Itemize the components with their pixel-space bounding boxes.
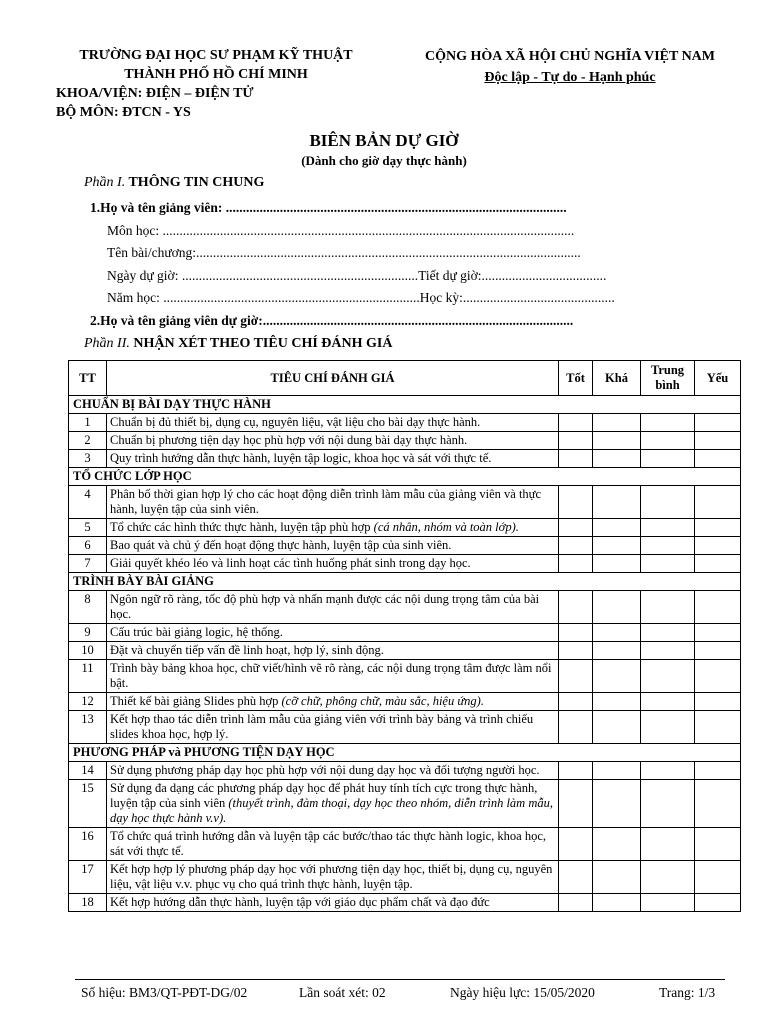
university-name-line2: THÀNH PHỐ HỒ CHÍ MINH: [124, 67, 308, 82]
rating-cell-good[interactable]: [559, 642, 593, 660]
rating-cell-weak[interactable]: [695, 642, 741, 660]
rating-cell-good[interactable]: [559, 486, 593, 519]
criterion-number: 12: [69, 693, 107, 711]
rating-cell-fair[interactable]: [593, 432, 641, 450]
criterion-text: [107, 450, 559, 468]
rating-cell-fair[interactable]: [593, 660, 641, 693]
rating-cell-fair[interactable]: [593, 780, 641, 828]
university-name-line1: TRƯỜNG ĐẠI HỌC SƯ PHẠM KỸ THUẬT: [79, 48, 353, 63]
rating-cell-average[interactable]: [641, 555, 695, 573]
criterion-number: 5: [69, 519, 107, 537]
criterion-number: 11: [69, 660, 107, 693]
section-row: [69, 744, 741, 762]
rating-cell-average[interactable]: [641, 660, 695, 693]
rating-cell-weak[interactable]: [695, 861, 741, 894]
rating-cell-good[interactable]: [559, 660, 593, 693]
rating-cell-average[interactable]: [641, 591, 695, 624]
criterion-text: [107, 537, 559, 555]
rating-cell-average[interactable]: [641, 894, 695, 912]
criterion-main-text: Giải quyết khéo léo và linh hoạt các tình huống phát sinh trong dạy học.: [110, 556, 471, 570]
criterion-number: 1: [69, 414, 107, 432]
criterion-text: [107, 519, 559, 537]
rating-cell-good[interactable]: [559, 519, 593, 537]
part1-title: THÔNG TIN CHUNG: [128, 175, 265, 190]
rating-cell-fair[interactable]: [593, 486, 641, 519]
rating-cell-average[interactable]: [641, 780, 695, 828]
rating-cell-good[interactable]: [559, 537, 593, 555]
rating-cell-weak[interactable]: [695, 780, 741, 828]
rating-cell-weak[interactable]: [695, 486, 741, 519]
col-fair: Khá: [593, 361, 641, 396]
section-title: PHƯƠNG PHÁP và PHƯƠNG TIỆN DẠY HỌC: [69, 744, 741, 762]
rating-cell-weak[interactable]: [695, 693, 741, 711]
table-row: [69, 486, 741, 519]
part1-heading: [84, 175, 264, 191]
rating-cell-average[interactable]: [641, 450, 695, 468]
subject-field[interactable]: Môn học: ..........................................................................................................................: [107, 223, 575, 238]
criterion-text: [107, 642, 559, 660]
criterion-number: 18: [69, 894, 107, 912]
observer-name-field[interactable]: 2.Họ và tên giảng viên dự giờ:............................................................................................: [90, 313, 574, 328]
form-code: Số hiệu: BM3/QT-PĐT-DG/02: [81, 985, 248, 1000]
criterion-main-text: Quy trình hướng dẫn thực hành, luyện tập logic, khoa học và sát với thực tế.: [110, 451, 492, 465]
observation-date-field[interactable]: Ngày dự giờ: ......................................................................Tiết dự giờ:.....................................: [107, 268, 607, 283]
table-body: [69, 396, 741, 912]
criterion-main-text: Chuẩn bị phương tiện dạy học phù hợp với nội dung bài dạy thực hành.: [110, 433, 468, 447]
effective-date: Ngày hiệu lực: 15/05/2020: [450, 985, 595, 1000]
lesson-field[interactable]: Tên bài/chương:..................................................................................................................: [107, 245, 581, 260]
page-number: Trang: 1/3: [659, 985, 716, 1000]
section-title: CHUẨN BỊ BÀI DẠY THỰC HÀNH: [69, 396, 741, 414]
republic-title: CỘNG HÒA XÃ HỘI CHỦ NGHĨA VIỆT NAM: [424, 49, 715, 64]
rating-cell-fair[interactable]: [593, 450, 641, 468]
criterion-text: [107, 486, 559, 519]
table-row: [69, 642, 741, 660]
rating-cell-average[interactable]: [641, 762, 695, 780]
rating-cell-good[interactable]: [559, 450, 593, 468]
rating-cell-average[interactable]: [641, 486, 695, 519]
rating-cell-average[interactable]: [641, 537, 695, 555]
rating-cell-fair[interactable]: [593, 693, 641, 711]
section-title: TỔ CHỨC LỚP HỌC: [69, 468, 741, 486]
footer-divider: [75, 979, 725, 980]
criterion-note: (thuyết trình, đàm thoại, dạy học theo nhóm, diễn trình làm mẫu, dạy học thực hành v.v).: [110, 796, 553, 825]
rating-cell-weak[interactable]: [695, 432, 741, 450]
criterion-number: 17: [69, 861, 107, 894]
rating-cell-good[interactable]: [559, 828, 593, 861]
rating-cell-fair[interactable]: [593, 537, 641, 555]
criterion-main-text: Phân bố thời gian hợp lý cho các hoạt động diễn trình làm mẫu của giảng viên và thực hành, luyện tập của sinh viên.: [110, 487, 541, 516]
part2-title: NHẬN XÉT THEO TIÊU CHÍ ĐÁNH GIÁ: [133, 336, 393, 351]
rating-cell-good[interactable]: [559, 432, 593, 450]
criterion-number: 2: [69, 432, 107, 450]
rating-cell-average[interactable]: [641, 861, 695, 894]
criterion-main-text: Tổ chức các hình thức thực hành, luyện tập phù hợp: [110, 520, 374, 534]
table-row: [69, 894, 741, 912]
criterion-main-text: Bao quát và chủ ý đến hoạt động thực hành, luyện tập của sinh viên.: [110, 538, 452, 552]
national-header: [405, 46, 735, 88]
rating-cell-fair[interactable]: [593, 828, 641, 861]
rating-cell-good[interactable]: [559, 624, 593, 642]
rating-cell-weak[interactable]: [695, 711, 741, 744]
rating-cell-fair[interactable]: [593, 762, 641, 780]
rating-cell-fair[interactable]: [593, 711, 641, 744]
table-row: [69, 861, 741, 894]
section-row: [69, 573, 741, 591]
criterion-main-text: Chuẩn bị đủ thiết bị, dụng cụ, nguyên liệu, vật liệu cho bài dạy thực hành.: [110, 415, 481, 429]
rating-cell-weak[interactable]: [695, 660, 741, 693]
rating-cell-weak[interactable]: [695, 555, 741, 573]
criterion-text: [107, 660, 559, 693]
criterion-main-text: Cấu trúc bài giảng logic, hệ thống.: [110, 625, 283, 639]
rating-cell-weak[interactable]: [695, 591, 741, 624]
criterion-text: [107, 828, 559, 861]
national-motto: Độc lập - Tự do - Hạnh phúc: [484, 70, 656, 85]
col-average: Trung bình: [641, 361, 695, 396]
rating-cell-weak[interactable]: [695, 519, 741, 537]
rating-cell-average[interactable]: [641, 414, 695, 432]
criterion-main-text: Thiết kế bài giảng Slides phù hợp: [110, 694, 282, 708]
rating-cell-good[interactable]: [559, 894, 593, 912]
table-row: [69, 660, 741, 693]
table-row: [69, 711, 741, 744]
rating-cell-fair[interactable]: [593, 555, 641, 573]
criterion-number: 8: [69, 591, 107, 624]
criterion-main-text: Sử dụng đa dạng các phương pháp dạy học để phát huy tính tích cực trong thực hành, luyện tập của sinh viên: [110, 781, 538, 810]
criterion-main-text: Tổ chức quá trình hướng dẫn và luyện tập các bước/thao tác thực hành logic, khoa học, sát với thực tế.: [110, 829, 547, 858]
rating-cell-average[interactable]: [641, 624, 695, 642]
criterion-text: [107, 711, 559, 744]
criterion-text: [107, 624, 559, 642]
criterion-text: [107, 555, 559, 573]
rating-cell-fair[interactable]: [593, 642, 641, 660]
criterion-main-text: Trình bày bảng khoa học, chữ viết/hình vẽ rõ ràng, các nội dung trọng tâm được làm nổi bật.: [110, 661, 552, 690]
rating-cell-average[interactable]: [641, 693, 695, 711]
criterion-text: [107, 414, 559, 432]
criterion-main-text: Kết hợp thao tác diễn trình làm mẫu của giảng viên với trình bày bảng và trình chiếu slides khoa học, hợp lý.: [110, 712, 534, 741]
criterion-text: [107, 432, 559, 450]
criterion-main-text: Đặt và chuyển tiếp vấn đề linh hoạt, hợp lý, sinh động.: [110, 643, 384, 657]
rating-cell-average[interactable]: [641, 519, 695, 537]
criterion-number: 6: [69, 537, 107, 555]
rating-cell-fair[interactable]: [593, 519, 641, 537]
rating-cell-weak[interactable]: [695, 762, 741, 780]
criterion-note: (cá nhân, nhóm và toàn lớp).: [373, 520, 519, 534]
rating-cell-average[interactable]: [641, 828, 695, 861]
table-row: [69, 414, 741, 432]
rating-cell-fair[interactable]: [593, 861, 641, 894]
institution-header: [56, 46, 376, 122]
criterion-main-text: Kết hợp hợp lý phương pháp dạy học với phương tiện dạy học, thiết bị, dụng cụ, nguyên liệu, vật liệu v.v. phục vụ cho quá trình thực hành, luyện tập.: [110, 862, 553, 891]
criterion-number: 16: [69, 828, 107, 861]
col-criteria: TIÊU CHÍ ĐÁNH GIÁ: [107, 361, 559, 396]
criterion-text: [107, 591, 559, 624]
part1-prefix: Phần I.: [84, 175, 126, 190]
criterion-number: 7: [69, 555, 107, 573]
table-row: [69, 780, 741, 828]
criterion-number: 10: [69, 642, 107, 660]
criterion-text: [107, 894, 559, 912]
rating-cell-fair[interactable]: [593, 624, 641, 642]
rating-cell-good[interactable]: [559, 762, 593, 780]
rating-cell-good[interactable]: [559, 780, 593, 828]
rating-cell-good[interactable]: [559, 555, 593, 573]
rating-cell-weak[interactable]: [695, 894, 741, 912]
criterion-main-text: Sử dụng phương pháp dạy học phù hợp với nội dung dạy học và đối tượng người học.: [110, 763, 540, 777]
criterion-number: 3: [69, 450, 107, 468]
table-row: [69, 519, 741, 537]
table-row: [69, 555, 741, 573]
rating-cell-fair[interactable]: [593, 414, 641, 432]
faculty-label: KHOA/VIỆN: ĐIỆN – ĐIỆN TỬ: [56, 86, 254, 101]
col-tt: TT: [69, 361, 107, 396]
school-year-field[interactable]: Năm học: ............................................................................Học kỳ:.............................................: [107, 290, 615, 305]
table-row: [69, 693, 741, 711]
table-row: [69, 591, 741, 624]
table-row: [69, 537, 741, 555]
table-header-row: [69, 361, 741, 396]
rating-cell-average[interactable]: [641, 711, 695, 744]
document-subtitle: (Dành cho giờ dạy thực hành): [301, 153, 467, 168]
department-label: BỘ MÔN: ĐTCN - YS: [56, 105, 191, 120]
rating-cell-good[interactable]: [559, 711, 593, 744]
table-row: [69, 762, 741, 780]
rating-cell-weak[interactable]: [695, 537, 741, 555]
rating-cell-weak[interactable]: [695, 624, 741, 642]
teacher-name-field[interactable]: 1.Họ và tên giảng viên: .....................................................................................................: [90, 200, 567, 215]
criterion-number: 15: [69, 780, 107, 828]
rating-cell-fair[interactable]: [593, 591, 641, 624]
section-title: TRÌNH BÀY BÀI GIẢNG: [69, 573, 741, 591]
rating-cell-average[interactable]: [641, 432, 695, 450]
rating-cell-average[interactable]: [641, 642, 695, 660]
criterion-text: [107, 762, 559, 780]
rating-cell-fair[interactable]: [593, 894, 641, 912]
criterion-text: [107, 780, 559, 828]
rating-cell-good[interactable]: [559, 414, 593, 432]
revision-number: Lần soát xét: 02: [299, 985, 386, 1000]
rating-cell-good[interactable]: [559, 693, 593, 711]
criterion-number: 4: [69, 486, 107, 519]
criterion-main-text: Kết hợp hướng dẫn thực hành, luyện tập với giáo dục phẩm chất và đạo đức: [110, 895, 490, 909]
criterion-text: [107, 693, 559, 711]
part2-heading: [84, 336, 392, 352]
table-row: [69, 624, 741, 642]
section-row: [69, 468, 741, 486]
part2-prefix: Phần II.: [84, 336, 130, 351]
criterion-number: 9: [69, 624, 107, 642]
table-row: [69, 432, 741, 450]
criterion-number: 14: [69, 762, 107, 780]
section-row: [69, 396, 741, 414]
evaluation-table: [68, 360, 741, 912]
rating-cell-weak[interactable]: [695, 414, 741, 432]
col-good: Tốt: [559, 361, 593, 396]
rating-cell-good[interactable]: [559, 861, 593, 894]
criterion-text: [107, 861, 559, 894]
rating-cell-weak[interactable]: [695, 828, 741, 861]
criterion-number: 13: [69, 711, 107, 744]
rating-cell-good[interactable]: [559, 591, 593, 624]
rating-cell-weak[interactable]: [695, 450, 741, 468]
criterion-note: (cỡ chữ, phông chữ, màu sắc, hiệu ứng).: [281, 694, 484, 708]
table-row: [69, 828, 741, 861]
criterion-main-text: Ngôn ngữ rõ ràng, tốc độ phù hợp và nhấn mạnh được các nội dung trọng tâm của bài học.: [110, 592, 540, 621]
col-weak: Yếu: [695, 361, 741, 396]
document-title: BIÊN BẢN DỰ GIỜ: [309, 131, 459, 150]
table-row: [69, 450, 741, 468]
